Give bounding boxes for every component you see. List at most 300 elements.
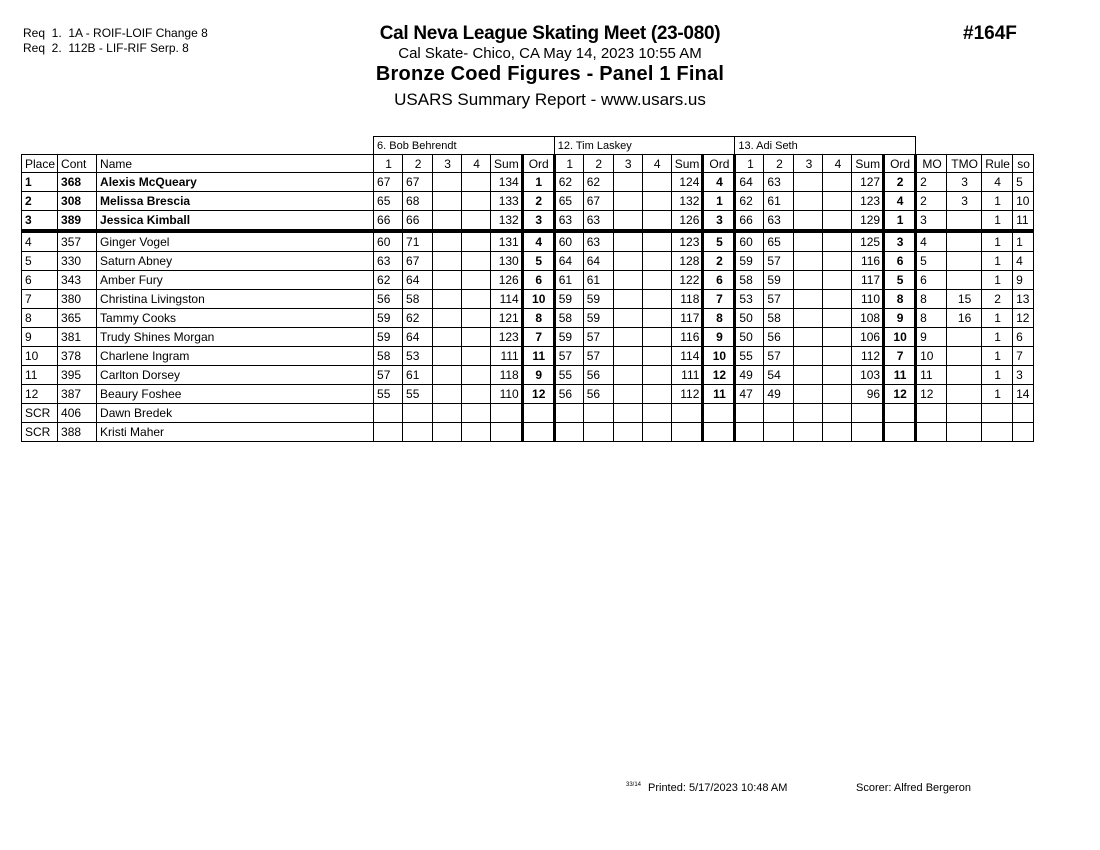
ordinal-cell: 9 — [703, 328, 735, 347]
place-cell: 7 — [22, 290, 58, 309]
figure-score-cell — [823, 231, 852, 252]
figure-score-cell: 66 — [374, 211, 403, 232]
figure-score-cell — [764, 404, 794, 423]
rule-cell: 2 — [982, 290, 1013, 309]
figure-score-cell — [642, 252, 671, 271]
figure-score-cell — [642, 231, 671, 252]
col-header-judge1-fig2: 2 — [403, 155, 433, 173]
judge-header-2: 12. Tim Laskey — [554, 137, 735, 155]
figure-score-cell — [613, 328, 642, 347]
figure-score-cell — [433, 404, 462, 423]
skater-name-cell: Saturn Abney — [97, 252, 374, 271]
figure-score-cell: 56 — [583, 385, 613, 404]
sum-cell: 122 — [671, 271, 703, 290]
sum-cell — [852, 404, 884, 423]
table-row — [22, 309, 1034, 328]
sum-cell: 110 — [491, 385, 523, 404]
col-header-judge3-fig3: 3 — [794, 155, 823, 173]
contestant-number-cell: 395 — [58, 366, 97, 385]
printed-timestamp: Printed: 5/17/2023 10:48 AM — [648, 782, 788, 794]
so-cell: 6 — [1013, 328, 1034, 347]
tmo-cell: 16 — [947, 309, 982, 328]
col-header-judge2-fig2: 2 — [583, 155, 613, 173]
so-cell: 12 — [1013, 309, 1034, 328]
sum-cell: 132 — [671, 192, 703, 211]
table-row — [22, 290, 1034, 309]
ordinal-cell — [703, 423, 735, 442]
figure-score-cell: 64 — [403, 271, 433, 290]
figure-score-cell — [613, 211, 642, 232]
figure-score-cell: 56 — [764, 328, 794, 347]
ordinal-cell: 1 — [522, 173, 554, 192]
ordinal-cell: 4 — [884, 192, 916, 211]
rule-cell: 4 — [982, 173, 1013, 192]
figure-score-cell: 62 — [735, 192, 764, 211]
figure-score-cell: 60 — [735, 231, 764, 252]
figure-score-cell: 62 — [554, 173, 583, 192]
figure-score-cell — [462, 231, 491, 252]
ordinal-cell: 10 — [884, 328, 916, 347]
sum-cell: 118 — [671, 290, 703, 309]
figure-score-cell — [823, 173, 852, 192]
contestant-number-cell: 381 — [58, 328, 97, 347]
figure-score-cell — [613, 192, 642, 211]
mo-cell: 10 — [916, 347, 947, 366]
skater-name-cell: Trudy Shines Morgan — [97, 328, 374, 347]
contestant-number-cell: 387 — [58, 385, 97, 404]
sum-cell: 126 — [491, 271, 523, 290]
rule-cell: 1 — [982, 385, 1013, 404]
figure-score-cell: 50 — [735, 328, 764, 347]
table-row — [22, 192, 1034, 211]
col-header-judge3-sum: Sum — [852, 155, 884, 173]
rule-cell: 1 — [982, 347, 1013, 366]
figure-score-cell — [642, 211, 671, 232]
figure-score-cell — [613, 366, 642, 385]
scorer-name: Scorer: Alfred Bergeron — [856, 782, 971, 794]
figure-score-cell: 60 — [554, 231, 583, 252]
sum-cell: 129 — [852, 211, 884, 232]
figure-score-cell — [433, 173, 462, 192]
contestant-number-cell: 357 — [58, 231, 97, 252]
table-row — [22, 328, 1034, 347]
figure-score-cell — [462, 366, 491, 385]
rule-cell — [982, 423, 1013, 442]
figure-score-cell — [642, 423, 671, 442]
skater-name-cell: Alexis McQueary — [97, 173, 374, 192]
figure-score-cell: 59 — [735, 252, 764, 271]
ordinal-cell: 6 — [522, 271, 554, 290]
so-cell: 10 — [1013, 192, 1034, 211]
figure-score-cell — [433, 271, 462, 290]
figure-score-cell — [794, 231, 823, 252]
figure-score-cell: 65 — [374, 192, 403, 211]
contestant-number-cell: 343 — [58, 271, 97, 290]
sum-cell: 114 — [491, 290, 523, 309]
rule-cell: 1 — [982, 231, 1013, 252]
skater-name-cell: Dawn Bredek — [97, 404, 374, 423]
figure-score-cell: 64 — [583, 252, 613, 271]
place-cell: 4 — [22, 231, 58, 252]
figure-score-cell: 59 — [374, 309, 403, 328]
figure-score-cell: 53 — [735, 290, 764, 309]
contestant-number-cell: 388 — [58, 423, 97, 442]
figure-score-cell — [823, 211, 852, 232]
rule-cell: 1 — [982, 309, 1013, 328]
skater-name-cell: Beaury Foshee — [97, 385, 374, 404]
figure-score-cell: 62 — [403, 309, 433, 328]
figure-score-cell — [462, 328, 491, 347]
figure-score-cell — [433, 290, 462, 309]
figure-score-cell: 60 — [374, 231, 403, 252]
figure-score-cell: 67 — [374, 173, 403, 192]
place-cell: 11 — [22, 366, 58, 385]
figure-score-cell — [613, 347, 642, 366]
figure-score-cell — [823, 309, 852, 328]
figure-score-cell: 55 — [403, 385, 433, 404]
col-header-judge2-fig3: 3 — [613, 155, 642, 173]
mo-cell: 12 — [916, 385, 947, 404]
figure-score-cell — [462, 404, 491, 423]
figure-score-cell — [554, 404, 583, 423]
ordinal-cell: 12 — [703, 366, 735, 385]
figure-score-cell — [433, 423, 462, 442]
figure-score-cell — [403, 423, 433, 442]
figure-score-cell — [764, 423, 794, 442]
sum-cell: 116 — [671, 328, 703, 347]
figure-score-cell: 57 — [764, 290, 794, 309]
figure-score-cell: 58 — [374, 347, 403, 366]
ordinal-cell: 9 — [884, 309, 916, 328]
so-cell: 13 — [1013, 290, 1034, 309]
figure-score-cell: 63 — [583, 211, 613, 232]
col-header-judge1-fig1: 1 — [374, 155, 403, 173]
so-cell: 14 — [1013, 385, 1034, 404]
figure-score-cell — [823, 423, 852, 442]
table-row — [22, 211, 1034, 232]
figure-score-cell — [433, 347, 462, 366]
figure-score-cell: 54 — [764, 366, 794, 385]
sum-cell: 116 — [852, 252, 884, 271]
ordinal-cell: 2 — [884, 173, 916, 192]
skater-name-cell: Amber Fury — [97, 271, 374, 290]
skater-name-cell: Melissa Brescia — [97, 192, 374, 211]
tmo-cell — [947, 366, 982, 385]
col-header-judge1-fig3: 3 — [433, 155, 462, 173]
figure-score-cell: 61 — [583, 271, 613, 290]
figure-score-cell — [433, 192, 462, 211]
event-title: Bronze Coed Figures - Panel 1 Final — [375, 63, 725, 85]
sum-cell: 123 — [852, 192, 884, 211]
figure-score-cell: 61 — [403, 366, 433, 385]
figure-score-cell: 65 — [764, 231, 794, 252]
figure-score-cell — [613, 290, 642, 309]
judge-header-3: 13. Adi Seth — [735, 137, 916, 155]
figure-score-cell: 64 — [403, 328, 433, 347]
figure-score-cell — [794, 252, 823, 271]
col-header-mo: MO — [916, 155, 947, 173]
skater-name-cell: Christina Livingston — [97, 290, 374, 309]
figure-score-cell — [613, 404, 642, 423]
ordinal-cell: 9 — [522, 366, 554, 385]
place-cell: 6 — [22, 271, 58, 290]
figure-score-cell — [642, 271, 671, 290]
figure-score-cell: 57 — [764, 252, 794, 271]
sum-cell — [671, 404, 703, 423]
figure-score-cell: 64 — [554, 252, 583, 271]
ordinal-cell: 10 — [703, 347, 735, 366]
tmo-cell: 15 — [947, 290, 982, 309]
figure-score-cell — [462, 211, 491, 232]
figure-score-cell — [794, 404, 823, 423]
sum-cell: 117 — [671, 309, 703, 328]
results-table — [21, 136, 1034, 442]
figure-score-cell — [462, 271, 491, 290]
mo-cell: 2 — [916, 173, 947, 192]
figure-score-cell — [794, 385, 823, 404]
figure-score-cell — [433, 231, 462, 252]
figure-score-cell: 47 — [735, 385, 764, 404]
col-header-judge1-ord: Ord — [522, 155, 554, 173]
figure-score-cell: 67 — [403, 252, 433, 271]
col-header-judge3-fig2: 2 — [764, 155, 794, 173]
contestant-number-cell: 389 — [58, 211, 97, 232]
figure-score-cell — [823, 271, 852, 290]
sum-cell: 123 — [491, 328, 523, 347]
figure-score-cell — [613, 423, 642, 442]
col-header-judge2-ord: Ord — [703, 155, 735, 173]
tmo-cell — [947, 231, 982, 252]
sum-cell: 114 — [671, 347, 703, 366]
figure-score-cell: 58 — [735, 271, 764, 290]
figure-score-cell — [823, 192, 852, 211]
figure-score-cell — [613, 231, 642, 252]
ordinal-cell: 1 — [703, 192, 735, 211]
figure-score-cell — [794, 328, 823, 347]
rule-cell: 1 — [982, 366, 1013, 385]
ordinal-cell: 12 — [884, 385, 916, 404]
sum-cell: 132 — [491, 211, 523, 232]
figure-score-cell — [823, 290, 852, 309]
table-row — [22, 385, 1034, 404]
figure-score-cell — [462, 423, 491, 442]
sum-cell: 110 — [852, 290, 884, 309]
tmo-cell — [947, 423, 982, 442]
skater-name-cell: Ginger Vogel — [97, 231, 374, 252]
figure-score-cell — [642, 385, 671, 404]
rule-cell — [982, 404, 1013, 423]
sum-cell: 133 — [491, 192, 523, 211]
contestant-number-cell: 308 — [58, 192, 97, 211]
table-row — [22, 366, 1034, 385]
tmo-cell — [947, 211, 982, 232]
figure-score-cell — [613, 309, 642, 328]
figure-score-cell — [642, 328, 671, 347]
figure-score-cell: 65 — [554, 192, 583, 211]
ordinal-cell: 12 — [522, 385, 554, 404]
figure-score-cell — [554, 423, 583, 442]
judge-header-1: 6. Bob Behrendt — [374, 137, 555, 155]
figure-score-cell — [642, 192, 671, 211]
figure-score-cell: 59 — [583, 290, 613, 309]
ordinal-cell: 7 — [884, 347, 916, 366]
sum-cell: 96 — [852, 385, 884, 404]
ordinal-cell: 2 — [522, 192, 554, 211]
sum-cell — [671, 423, 703, 442]
sum-cell: 127 — [852, 173, 884, 192]
so-cell: 9 — [1013, 271, 1034, 290]
figure-score-cell — [823, 252, 852, 271]
ordinal-cell: 5 — [703, 231, 735, 252]
rule-cell: 1 — [982, 271, 1013, 290]
figure-score-cell: 56 — [583, 366, 613, 385]
figure-score-cell — [374, 404, 403, 423]
figure-score-cell — [433, 309, 462, 328]
mo-cell: 3 — [916, 211, 947, 232]
ordinal-cell — [884, 423, 916, 442]
figure-score-cell: 71 — [403, 231, 433, 252]
figure-score-cell: 62 — [583, 173, 613, 192]
table-row — [22, 271, 1034, 290]
sum-cell: 130 — [491, 252, 523, 271]
figure-score-cell: 59 — [583, 309, 613, 328]
tmo-cell — [947, 328, 982, 347]
col-header-judge2-sum: Sum — [671, 155, 703, 173]
figure-score-cell — [642, 366, 671, 385]
mo-cell: 2 — [916, 192, 947, 211]
figure-score-cell: 63 — [554, 211, 583, 232]
figure-score-cell — [823, 366, 852, 385]
tmo-cell — [947, 347, 982, 366]
figure-score-cell — [403, 404, 433, 423]
sum-cell: 103 — [852, 366, 884, 385]
contestant-number-cell: 406 — [58, 404, 97, 423]
sum-cell: 123 — [671, 231, 703, 252]
figure-score-cell: 55 — [735, 347, 764, 366]
table-row — [22, 252, 1034, 271]
figure-score-cell: 59 — [554, 328, 583, 347]
requirement-1: Req 1. 1A - ROIF-LOIF Change 8 — [23, 26, 208, 40]
figure-score-cell: 50 — [735, 309, 764, 328]
figure-score-cell: 67 — [583, 192, 613, 211]
mo-cell: 6 — [916, 271, 947, 290]
figure-score-cell: 58 — [764, 309, 794, 328]
col-header-place: Place — [22, 155, 58, 173]
figure-score-cell — [794, 173, 823, 192]
figure-score-cell: 62 — [374, 271, 403, 290]
figure-score-cell — [794, 271, 823, 290]
sum-cell: 121 — [491, 309, 523, 328]
ordinal-cell: 4 — [522, 231, 554, 252]
figure-score-cell — [462, 173, 491, 192]
figure-score-cell: 59 — [764, 271, 794, 290]
place-cell: 1 — [22, 173, 58, 192]
ordinal-cell: 11 — [884, 366, 916, 385]
report-code: 33/14 — [626, 782, 642, 788]
table-row — [22, 423, 1034, 442]
sum-cell: 118 — [491, 366, 523, 385]
ordinal-cell: 7 — [703, 290, 735, 309]
ordinal-cell: 11 — [522, 347, 554, 366]
report-title: USARS Summary Report - www.usars.us — [394, 90, 706, 109]
sum-cell: 126 — [671, 211, 703, 232]
figure-score-cell — [794, 290, 823, 309]
ordinal-cell — [703, 404, 735, 423]
col-header-tmo: TMO — [947, 155, 982, 173]
skater-name-cell: Tammy Cooks — [97, 309, 374, 328]
figure-score-cell — [433, 366, 462, 385]
tmo-cell: 3 — [947, 173, 982, 192]
table-row — [22, 173, 1034, 192]
figure-score-cell — [823, 347, 852, 366]
requirement-2: Req 2. 112B - LIF-RIF Serp. 8 — [23, 41, 189, 55]
figure-score-cell — [823, 404, 852, 423]
figure-score-cell: 49 — [735, 366, 764, 385]
sum-cell: 112 — [852, 347, 884, 366]
figure-score-cell — [642, 404, 671, 423]
figure-score-cell: 63 — [764, 211, 794, 232]
contestant-number-cell: 365 — [58, 309, 97, 328]
table-row — [22, 347, 1034, 366]
so-cell: 7 — [1013, 347, 1034, 366]
meet-title: Cal Neva League Skating Meet (23-080) — [379, 23, 721, 44]
ordinal-cell: 5 — [884, 271, 916, 290]
figure-score-cell — [613, 271, 642, 290]
figure-score-cell — [433, 252, 462, 271]
col-header-judge1-fig4: 4 — [462, 155, 491, 173]
figure-score-cell — [794, 423, 823, 442]
tmo-cell: 3 — [947, 192, 982, 211]
figure-score-cell: 55 — [554, 366, 583, 385]
so-cell: 3 — [1013, 366, 1034, 385]
figure-score-cell: 63 — [764, 173, 794, 192]
sum-cell: 125 — [852, 231, 884, 252]
ordinal-cell: 3 — [522, 211, 554, 232]
place-cell: 12 — [22, 385, 58, 404]
figure-score-cell: 58 — [554, 309, 583, 328]
figure-score-cell — [735, 423, 764, 442]
ordinal-cell — [884, 404, 916, 423]
mo-cell — [916, 404, 947, 423]
ordinal-cell: 1 — [884, 211, 916, 232]
rule-cell: 1 — [982, 192, 1013, 211]
so-cell: 1 — [1013, 231, 1034, 252]
figure-score-cell: 56 — [374, 290, 403, 309]
figure-score-cell: 56 — [554, 385, 583, 404]
figure-score-cell — [794, 192, 823, 211]
event-number: #164F — [963, 23, 1017, 44]
tmo-cell — [947, 385, 982, 404]
place-cell: 10 — [22, 347, 58, 366]
sum-cell: 111 — [491, 347, 523, 366]
mo-cell — [916, 423, 947, 442]
mo-cell: 5 — [916, 252, 947, 271]
figure-score-cell — [462, 385, 491, 404]
contestant-number-cell: 378 — [58, 347, 97, 366]
sum-cell: 111 — [671, 366, 703, 385]
ordinal-cell: 5 — [522, 252, 554, 271]
sum-cell: 131 — [491, 231, 523, 252]
place-cell: 2 — [22, 192, 58, 211]
figure-score-cell: 57 — [554, 347, 583, 366]
figure-score-cell: 57 — [583, 347, 613, 366]
ordinal-cell: 6 — [884, 252, 916, 271]
so-cell — [1013, 404, 1034, 423]
col-header-judge2-fig1: 1 — [554, 155, 583, 173]
contestant-number-cell: 330 — [58, 252, 97, 271]
skater-name-cell: Jessica Kimball — [97, 211, 374, 232]
mo-cell: 4 — [916, 231, 947, 252]
